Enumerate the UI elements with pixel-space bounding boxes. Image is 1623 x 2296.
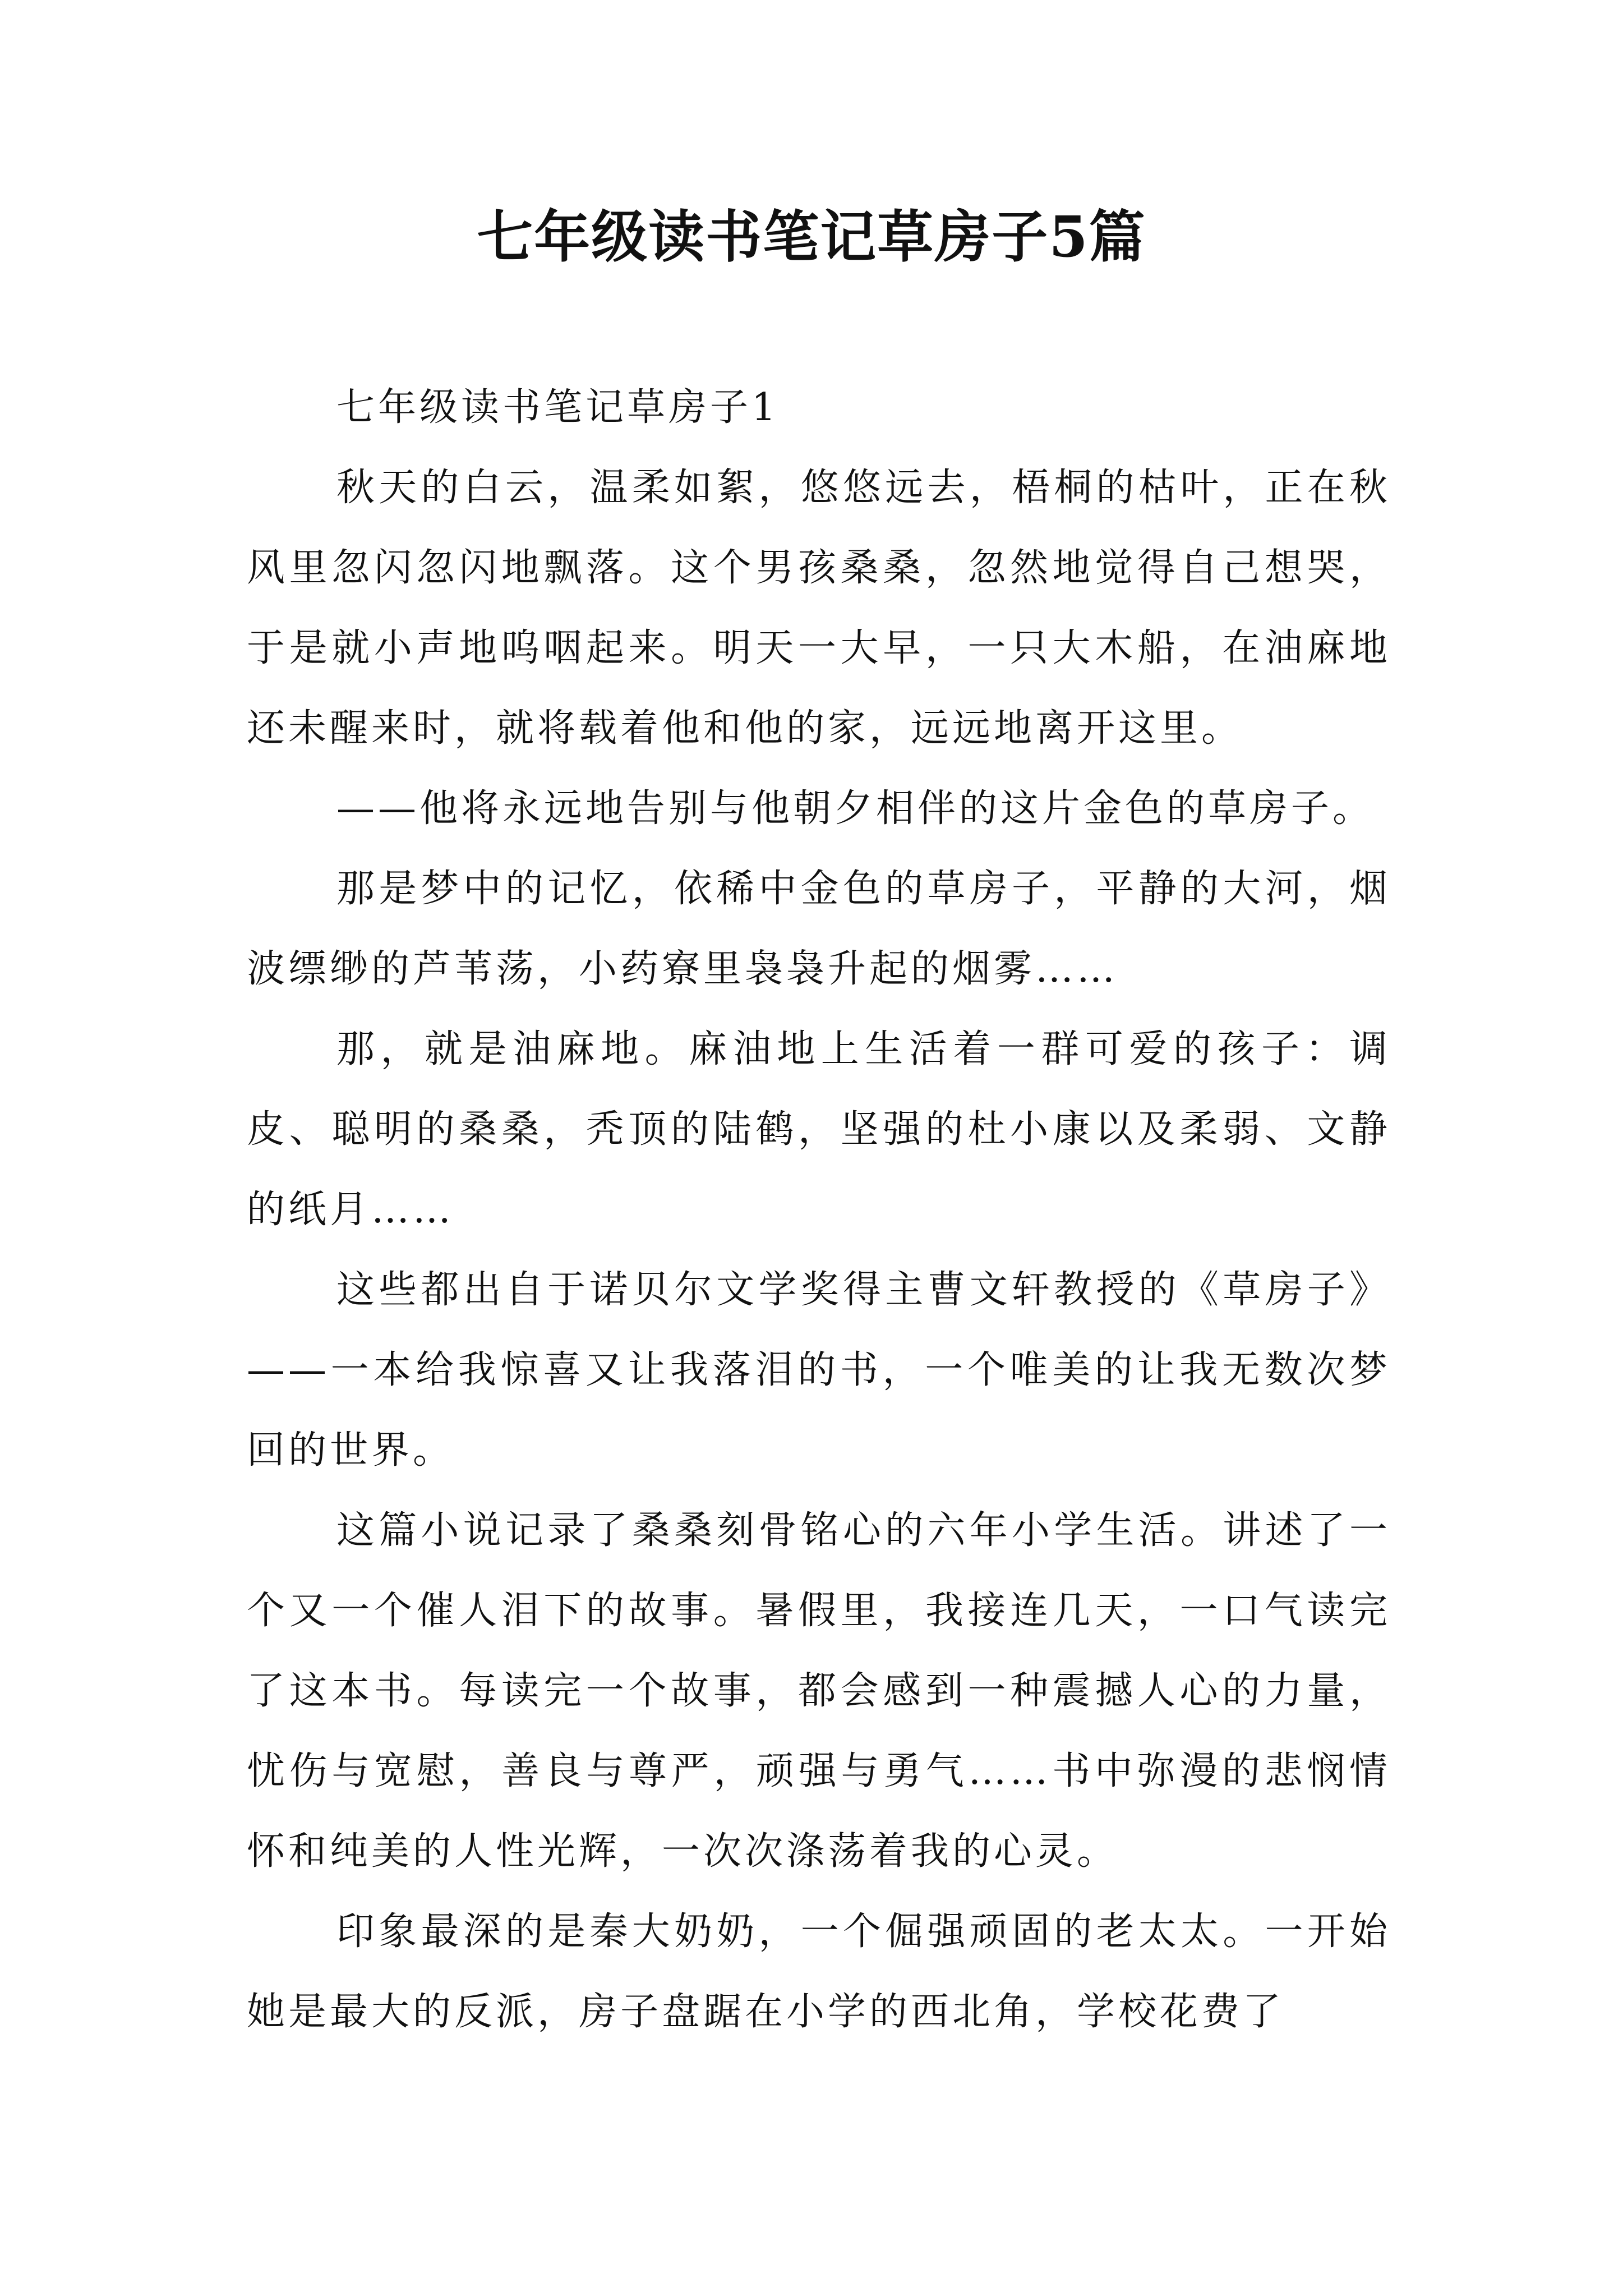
paragraph: ——他将永远地告别与他朝夕相伴的这片金色的草房子。 — [336, 786, 1375, 831]
document-title: 七年级读书笔记草房子5篇 — [477, 204, 1146, 270]
document-body — [247, 367, 1391, 2052]
section-heading: 七年级读书笔记草房子1 — [336, 385, 780, 430]
paragraph: 秋天的白云，温柔如絮，悠悠远去，梧桐的枯叶，正在秋风里忽闪忽闪地飘落。这个男孩桑桑，忽然地觉得自己想哭，于是就小声地呜咽起来。明天一大早，一只大木船，在油麻地还未醒来时，就将载着他和他的家，远远地离开这里。 — [247, 466, 1391, 751]
paragraph: 那，就是油麻地。麻油地上生活着一群可爱的孩子：调皮、聪明的桑桑，秃顶的陆鹤，坚强的杜小康以及柔弱、文静的纸月…… — [247, 1027, 1391, 1232]
paragraph: 这些都出自于诺贝尔文学奖得主曹文轩教授的《草房子》——一本给我惊喜又让我落泪的书，一个唯美的让我无数次梦回的世界。 — [247, 1268, 1391, 1473]
paragraph: 那是梦中的记忆，依稀中金色的草房子，平静的大河，烟波缥缈的芦苇荡，小药寮里袅袅升起的烟雾…… — [247, 867, 1391, 991]
paragraph: 这篇小说记录了桑桑刻骨铭心的六年小学生活。讲述了一个又一个催人泪下的故事。暑假里，我接连几天，一口气读完了这本书。每读完一个故事，都会感到一种震撼人心的力量，忧伤与宽慰，善良与尊严，顽强与勇气……书中弥漫的悲悯情怀和纯美的人性光辉，一次次涤荡着我的心灵。 — [247, 1508, 1391, 1874]
paragraph: 印象最深的是秦大奶奶，一个倔强顽固的老太太。一开始她是最大的反派，房子盘踞在小学的西北角，学校花费了 — [247, 1910, 1391, 2034]
